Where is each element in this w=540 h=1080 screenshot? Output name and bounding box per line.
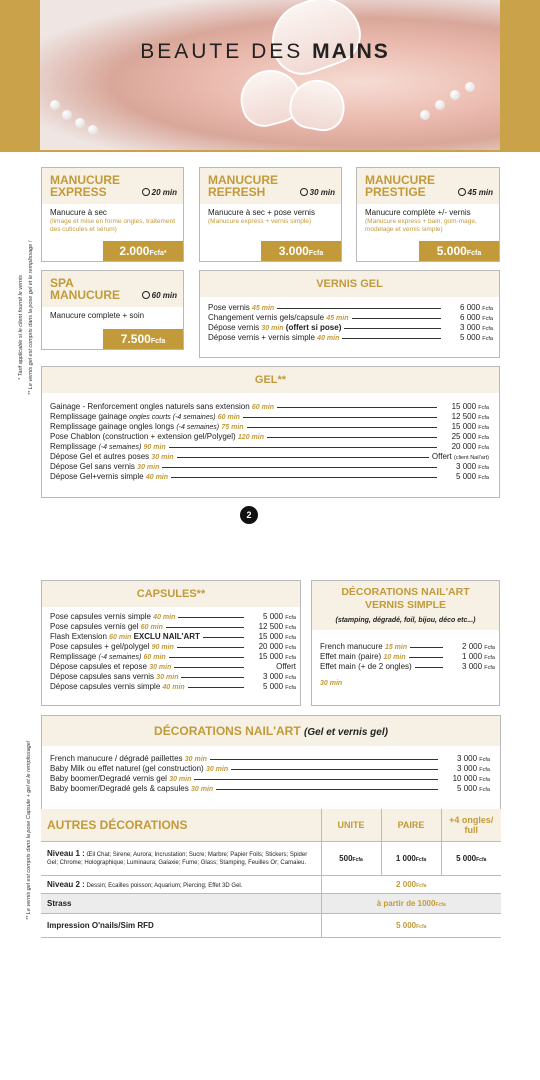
service-price: 5 000 Fcfa [454,784,490,795]
service-price: 15 000 Fcfa [256,652,296,663]
service-price: 6 000 Fcfa [457,303,493,314]
service-price: 3 000 Fcfa [453,462,489,473]
price-row [50,452,489,462]
service-label: Pose capsules vernis gel 60 min [50,622,166,633]
price-row [50,632,296,642]
price-row [50,612,296,622]
section-title: VERNIS GEL [200,271,499,297]
service-label: Dépose vernis + vernis simple 40 min [208,333,342,344]
card-manucure-prestige: MANUCURE PRESTIGE 45 min Manucure complète +/- vernis (Manucure express + bain, gom-mage, modelage et vernis simple) 5.000Fcfa [356,167,500,262]
duration: 20 min [142,188,177,197]
price-tag: 5.000Fcfa [419,241,499,261]
service-price: 10 000 Fcfa [450,774,490,785]
hero-image [40,0,500,152]
price-row [50,784,490,794]
card-manucure-refresh: MANUCURE REFRESH 30 min Manucure à sec + pose vernis (Manucure express + vernis simple) 3.000Fcfa [199,167,342,262]
table-row: Impression O'nails/Sim RFD 5 000Fcfa [41,913,501,937]
price-tag: 3.000Fcfa [261,241,341,261]
service-price: Offert (client Nail'art) [429,452,489,463]
service-label: Baby boomer/Degradé vernis gel 30 min [50,774,194,785]
service-label: Remplissage (-4 semaines) 60 min [50,652,169,663]
service-price: 1 000 Fcfa [459,652,495,663]
service-label: Effet main (paire) 10 min [320,652,409,663]
service-label: Dépose capsules et repose 30 min [50,662,174,673]
service-label: French manucure 15 min [320,642,410,653]
service-price: 5 000 Fcfa [260,682,296,693]
section-title: GEL** [42,367,499,393]
price-row [208,303,493,313]
service-price: 3 000 Fcfa [457,323,493,334]
service-label: Pose Chablon (construction + extension gel/Polygel) 120 min [50,432,267,443]
price-row [50,442,489,452]
page-title: BEAUTE DES MAINS [140,40,390,63]
service-label: Changement vernis gels/capsule 45 min [208,313,352,324]
service-label: Remplissage gainage ongles courts (-4 semaines) 60 min [50,412,243,423]
price-row [50,412,489,422]
clock-icon [142,188,150,196]
service-price: 15 000 Fcfa [449,422,489,433]
price-row [50,402,489,412]
price-row [320,662,495,672]
price-row [320,642,495,652]
service-price: 20 000 Fcfa [449,442,489,453]
service-label: Dépose capsules vernis simple 40 min [50,682,188,693]
service-label: Gainage - Renforcement ongles naturels sans extension 60 min [50,402,277,413]
price-row [50,754,490,764]
service-label: Pose capsules vernis simple 40 min [50,612,178,623]
service-price: 5 000 Fcfa [453,472,489,483]
price-row [320,652,495,662]
clock-icon [142,291,150,299]
service-price: 3 000 Fcfa [260,672,296,683]
price-row [50,652,296,662]
price-row [50,432,489,442]
table-row: Strass à partir de 1000Fcfa [41,893,501,913]
price-row [50,764,490,774]
section-decorations-gel: DÉCORATIONS NAIL'ART (Gel et vernis gel) French manucure / dégradé paillettes 30 min 3 000 Fcfa Baby Milk ou effet naturel (gel construction) 30 min 3 000 Fcfa Baby boomer/Degradé vernis gel 30 min 10 000 Fcfa Baby boomer/Degradé gels & capsules 30 min 5 000 Fcfa [41,715,501,809]
service-label: French manucure / dégradé paillettes 30 min [50,754,210,765]
clock-icon [300,188,308,196]
price-row [50,672,296,682]
service-price: 3 000 Fcfa [459,662,495,673]
service-label: Baby boomer/Degradé gels & capsules 30 min [50,784,216,795]
service-label: Dépose Gel et autres poses 30 min [50,452,177,463]
price-row [50,682,296,692]
price-row [208,323,493,333]
service-price: 20 000 Fcfa [256,642,296,653]
footnote-tarif: * Tarif applicable si le client fournit le vernis [18,275,24,380]
service-price: 25 000 Fcfa [449,432,489,443]
service-price: 12 500 Fcfa [256,622,296,633]
footnote-vernis-gel: ** Le vernis gel est compris dans la pose gel et le remplissage ! [28,240,34,395]
hero-side-band-right [500,0,540,152]
service-price: 3 000 Fcfa [454,754,490,765]
table-row: Niveau 2 : Dessin; Ecailles poisson; Aquarium; Piercing; Effet 3D Gel. 2 000Fcfa [41,875,501,893]
section-gel [41,366,500,498]
card-spa-manucure: SPA MANUCURE 60 min Manucure complete + soin 7.500Fcfa [41,270,184,350]
col-unite: UNITE [321,809,381,841]
section-decorations-vernis-simple: DÉCORATIONS NAIL'ART VERNIS SIMPLE (stamping, dégradé, foil, bijou, déco etc...) French manucure 15 min 2 000 Fcfa Effet main (paire) 10 min 1 000 Fcfa Effet main (+ de 2 ongles) 3 000 Fcfa 30 min [311,580,500,706]
price-row [50,642,296,652]
service-label: Remplissage gainage ongles longs (-4 semaines) 75 min [50,422,247,433]
service-label: Remplissage (-4 semaines) 90 min [50,442,169,453]
service-label: Dépose Gel+vernis simple 40 min [50,472,171,483]
service-label: Effet main (+ de 2 ongles) [320,662,415,672]
price-row [208,333,493,343]
col-full: +4 ongles/ full [441,809,501,841]
card-manucure-express: MANUCURE EXPRESS 20 min Manucure à sec (limage et mise en forme ongles, traitement des cuticules et sérum) 2.000Fcfa* [41,167,184,262]
price-row [50,622,296,632]
price-row [50,462,489,472]
service-price: Offert [273,662,296,672]
service-price: 2 000 Fcfa [459,642,495,653]
service-price: 15 000 Fcfa [449,402,489,413]
footnote-capsule-gel: ** Le vernis gel est compris dans la pose Capsule + gel et le remplissage! [26,740,32,920]
service-price: 12 500 Fcfa [449,412,489,423]
service-label: Pose vernis 45 min [208,303,277,314]
service-label: Pose capsules + gel/polygel 90 min [50,642,177,653]
price-tag: 2.000Fcfa* [103,241,183,261]
price-row [50,662,296,672]
service-label: Dépose vernis 30 min (offert si pose) [208,323,344,334]
service-label: Dépose Gel sans vernis 30 min [50,462,162,473]
price-row [50,422,489,432]
col-paire: PAIRE [381,809,441,841]
service-price: 3 000 Fcfa [454,764,490,775]
page-number: 2 [240,506,258,524]
price-row [208,313,493,323]
section-title: CAPSULES** [42,581,300,607]
table-autres-decorations [41,809,501,938]
section-capsules [41,580,301,706]
service-label: Flash Extension 60 min EXCLU NAIL'ART [50,632,203,643]
service-price: 6 000 Fcfa [457,313,493,324]
price-row [50,472,489,482]
clock-icon [458,188,466,196]
table-title: AUTRES DÉCORATIONS [41,809,321,841]
service-price: 15 000 Fcfa [256,632,296,643]
service-label: Baby Milk ou effet naturel (gel construction) 30 min [50,764,231,775]
table-row: Niveau 1 : Œil Chat; Sirene; Aurora; Incrustation; Sucre; Marbre; Papier Foils; Stickers; Spider Gel; Chrome; Holographique; Luminaura; Galaxie; Fume; Glass; Stamping, Feuilles Or; Camaieu. 500Fcfa 1 000Fcfa 5 000Fcfa [41,841,501,875]
hero-side-band-left [0,0,40,152]
service-label: Dépose capsules sans vernis 30 min [50,672,181,683]
service-price: 5 000 Fcfa [260,612,296,623]
service-price: 5 000 Fcfa [457,333,493,344]
price-tag: 7.500Fcfa [103,329,183,349]
section-vernis-gel [199,270,500,358]
price-row [50,774,490,784]
